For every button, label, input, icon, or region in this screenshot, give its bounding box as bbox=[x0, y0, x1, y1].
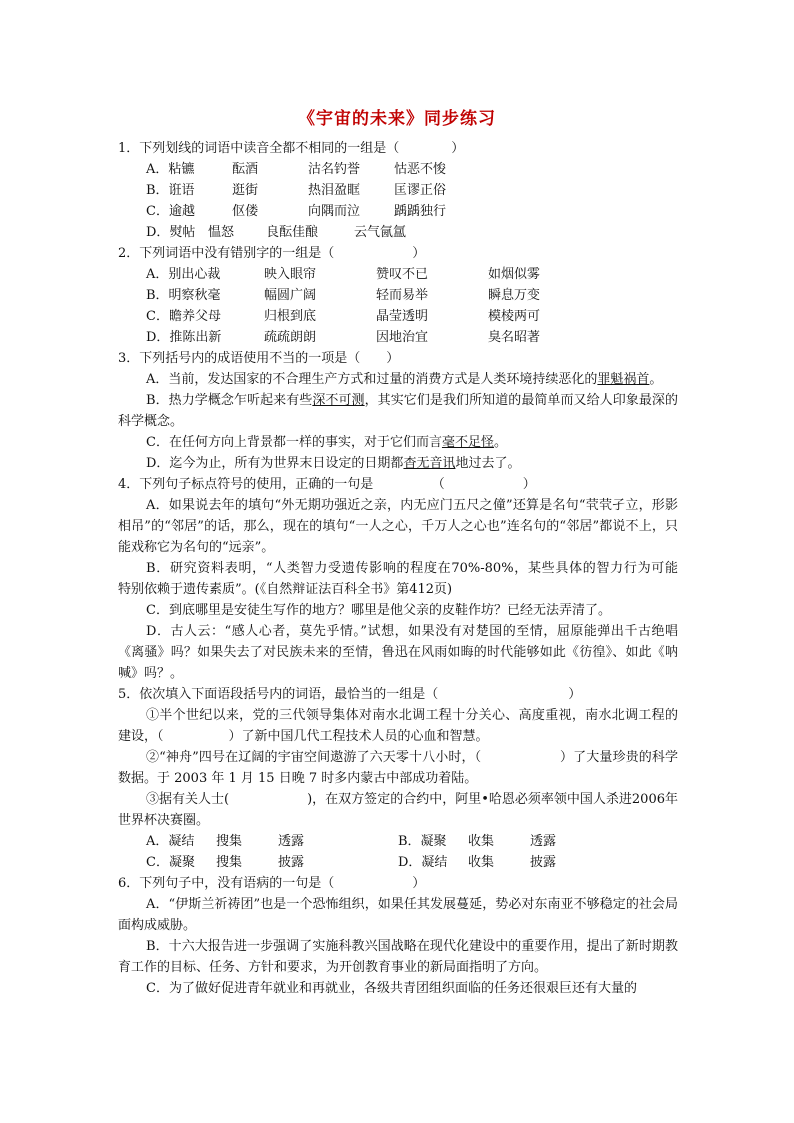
question-2-option-d: D．推陈出新 疏疏朗朗 因地治宜 臭名昭著 bbox=[146, 330, 541, 345]
question-4-option-c: C．到底哪里是安徒生写作的地方？哪里是他父亲的皮鞋作坊？已经无法弄清了。 bbox=[146, 603, 611, 618]
question-5-sentence-2: ②“神舟”四号在辽阔的宇宙空间遨游了六天零十八小时，（ ）了大量珍贵的科学数据。于 2003 年 1 月 15 日晚 7 时多内蒙古中部成功着陆。 bbox=[118, 750, 678, 786]
question-1-option-b: B．诳语 逛街 热泪盈眶 匡谬正俗 bbox=[146, 183, 447, 198]
exercise-body bbox=[118, 138, 692, 999]
question-3-option-c: C．在任何方向上背景都一样的事实，对于它们而言毫不足怪。 bbox=[146, 435, 507, 450]
question-5-sentence-3: ③据有关人士( )，在双方签定的合约中，阿里•哈恩必须率领中国人杀进2006年世界杯决赛圈。 bbox=[118, 792, 678, 828]
question-1-option-a: A．粘镳 酝酒 沽名钓誉 怙恶不悛 bbox=[146, 162, 447, 177]
question-6-option-c: C．为了做好促进青年就业和再就业，各级共青团组织面临的任务还很艰巨还有大量的 bbox=[146, 981, 637, 996]
question-5-options-ab: A．凝结 搜集 透露 B．凝聚 收集 透露 bbox=[146, 834, 557, 849]
question-5-sentence-1: ①半个世纪以来，党的三代领导集体对南水北调工程十分关心、高度重视，南水北调工程的建设，（ ）了新中国几代工程技术人员的心血和智慧。 bbox=[118, 708, 678, 744]
question-2-option-b: B．明察秋毫 幅圆广阔 轻而易举 瞬息万变 bbox=[146, 288, 541, 303]
question-1-option-c: C．逾越 伛偻 向隅而泣 踽踽独行 bbox=[146, 204, 447, 219]
question-1-option-d: D．熨帖 愠怒 良酝佳酿 云气氤氲 bbox=[146, 225, 407, 240]
page-title: 《宇宙的未来》同步练习 bbox=[298, 109, 496, 129]
question-6-option-b: B．十六大报告进一步强调了实施科教兴国战略在现代化建设中的重要作用，提出了新时期教育工作的目标、任务、方针和要求，为开创教育事业的新局面指明了方向。 bbox=[118, 939, 678, 975]
question-4-option-b: B．研究资料表明，“人类智力受遗传影响的程度在70%-80%，某些具体的智力行为可能 特别依赖于遗传素质”。(《自然辩证法百科全书》第412页) bbox=[118, 561, 692, 597]
question-2-option-a: A．别出心裁 映入眼帘 赞叹不已 如烟似雾 bbox=[146, 267, 541, 282]
question-2-stem: 2．下列词语中没有错别字的一组是（ ） bbox=[118, 246, 426, 261]
underlined-idiom: 毫不足怪 bbox=[441, 435, 494, 450]
question-2-option-c: C．瞻养父母 归根到底 晶莹透明 模棱两可 bbox=[146, 309, 541, 324]
question-3-option-d: D．迄今为止，所有为世界末日设定的日期都杳无音讯地过去了。 bbox=[146, 456, 521, 471]
underlined-idiom: 杳无音讯 bbox=[403, 456, 456, 471]
question-3-stem: 3．下列括号内的成语使用不当的一项是（ ） bbox=[118, 351, 400, 366]
question-4-stem: 4．下列句子标点符号的使用，正确的一句是 （ ） bbox=[118, 477, 536, 492]
question-3-option-b: B．热力学概念乍听起来有些深不可测，其实它们是我们所知道的最简单而又给人印象最深的科学概念。 bbox=[118, 393, 678, 429]
question-4-option-a: A．如果说去年的填句“外无期功强近之亲，内无应门五尺之僮”还算是名句“茕茕孑立，形影相吊”的“邻居”的话，那么，现在的填句“一人之心，千万人之心也”连名句的“邻居”都说不上，只能戏称它为名句的“远亲”。 bbox=[118, 498, 678, 555]
question-5-stem: 5．依次填入下面语段括号内的词语，最恰当的一组是（ ） bbox=[118, 687, 582, 702]
question-1-stem: 1．下列划线的词语中读音全都不相同的一组是（ ） bbox=[118, 141, 465, 156]
question-6-option-a: A．“伊斯兰祈祷团”也是一个恐怖组织，如果任其发展蔓延，势必对东南亚不够稳定的社会局面构成威胁。 bbox=[118, 897, 678, 933]
question-6-stem: 6．下列句子中，没有语病的一句是（ ） bbox=[118, 876, 426, 891]
underlined-idiom: 深不可测 bbox=[312, 393, 365, 408]
question-4-option-d: D．古人云：“感人心者，莫先乎情。”试想，如果没有对楚国的至情，屈原能弹出千古绝唱《离骚》吗？如果失去了对民族未来的至情，鲁迅在风雨如晦的时代能够如此《彷徨》、如此《呐喊》吗？。 bbox=[118, 624, 678, 681]
underlined-idiom: 罪魁祸 bbox=[597, 372, 637, 387]
question-5-options-cd: C．凝聚 搜集 披露 D．凝结 收集 披露 bbox=[146, 855, 557, 870]
question-3-option-a: A．当前，发达国家的不合理生产方式和过量的消费方式是人类环境持续恶化的罪魁祸首。 bbox=[146, 372, 663, 387]
